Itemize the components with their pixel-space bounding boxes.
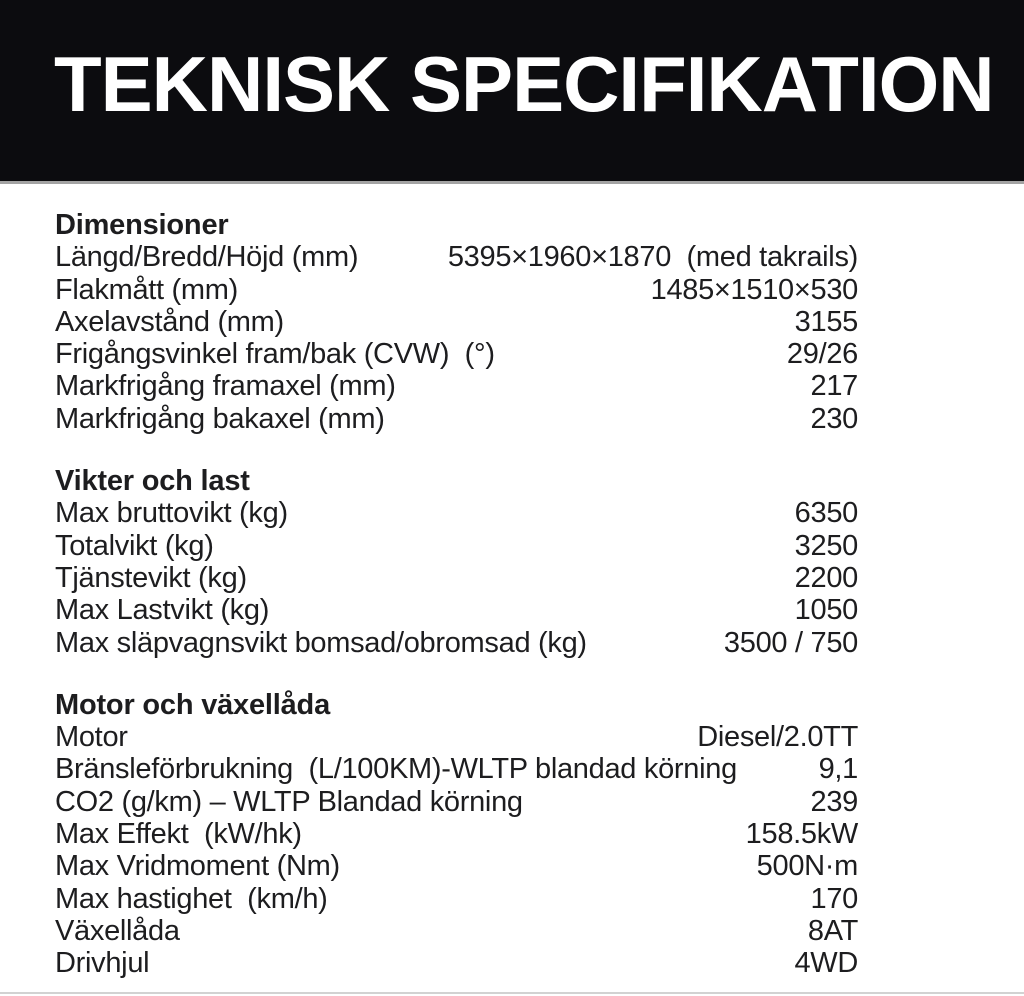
spec-label: Tjänstevikt (kg)	[55, 561, 247, 594]
spec-label: Max släpvagnsvikt bomsad/obromsad (kg)	[55, 626, 587, 659]
spec-label: Markfrigång bakaxel (mm)	[55, 402, 385, 435]
spec-label: Max Vridmoment (Nm)	[55, 850, 340, 883]
spec-sheet	[0, 209, 1024, 980]
spec-value: 6350	[794, 497, 858, 530]
table-row	[55, 530, 858, 562]
spec-value: 1485×1510×530	[650, 273, 858, 306]
table-row	[55, 497, 858, 529]
spec-value: 29/26	[786, 338, 858, 371]
spec-label: Växellåda	[55, 914, 180, 947]
table-row	[55, 562, 858, 594]
spec-value: 4WD	[794, 947, 858, 980]
section-motor-och-vaxellada	[55, 689, 858, 980]
spec-value: 3500 / 750	[723, 626, 858, 659]
spec-value: 239	[810, 785, 858, 818]
table-row	[55, 370, 858, 402]
spec-label: Drivhjul	[55, 947, 150, 980]
page-title: TEKNISK SPECIFIKATION	[54, 40, 994, 128]
spec-value: 3155	[794, 305, 858, 338]
spec-label: Max Lastvikt (kg)	[55, 594, 270, 627]
table-row	[55, 274, 858, 306]
spec-label: Axelavstånd (mm)	[55, 305, 284, 338]
spec-label: Frigångsvinkel fram/bak (CVW) (°)	[55, 338, 495, 371]
section-heading: Motor och växellåda	[55, 688, 330, 721]
spec-value: 1050	[794, 594, 858, 627]
spec-value: 230	[810, 402, 858, 435]
table-row	[55, 403, 858, 435]
spec-value: 8AT	[807, 914, 858, 947]
spec-value: 158.5kW	[745, 818, 858, 851]
table-row	[55, 915, 858, 947]
table-row	[55, 306, 858, 338]
table-row	[55, 627, 858, 659]
spec-label: Bränsleförbrukning (L/100KM)-WLTP blandad körning	[55, 753, 737, 786]
spec-value: 5395×1960×1870 (med takrails)	[447, 241, 858, 274]
table-row	[55, 786, 858, 818]
header-bar	[0, 0, 1024, 184]
spec-label: Motor	[55, 721, 128, 754]
table-row	[55, 850, 858, 882]
table-row	[55, 721, 858, 753]
spec-value: 217	[810, 370, 858, 403]
table-row	[55, 818, 858, 850]
spec-label: Max Effekt (kW/hk)	[55, 818, 302, 851]
spec-value: 170	[810, 882, 858, 915]
spec-label: Längd/Bredd/Höjd (mm)	[55, 241, 359, 274]
spec-value: 3250	[794, 529, 858, 562]
spec-label: CO2 (g/km) – WLTP Blandad körning	[55, 785, 523, 818]
spec-value: 2200	[794, 561, 858, 594]
section-heading: Vikter och last	[55, 465, 250, 498]
spec-label: Flakmått (mm)	[55, 273, 238, 306]
table-row	[55, 947, 858, 979]
section-dimensioner	[55, 209, 858, 435]
spec-label: Totalvikt (kg)	[55, 529, 214, 562]
table-row	[55, 338, 858, 370]
spec-label: Max hastighet (km/h)	[55, 882, 328, 915]
table-row	[55, 753, 858, 785]
spec-value: 9,1	[818, 753, 858, 786]
table-row	[55, 241, 858, 273]
section-heading: Dimensioner	[55, 209, 229, 241]
spec-value: Diesel/2.0TT	[697, 721, 858, 754]
spec-label: Max bruttovikt (kg)	[55, 497, 288, 530]
section-vikter-och-last	[55, 465, 858, 659]
table-row	[55, 883, 858, 915]
spec-label: Markfrigång framaxel (mm)	[55, 370, 396, 403]
spec-value: 500N·m	[756, 850, 858, 883]
bottom-divider	[0, 992, 1024, 994]
table-row	[55, 594, 858, 626]
